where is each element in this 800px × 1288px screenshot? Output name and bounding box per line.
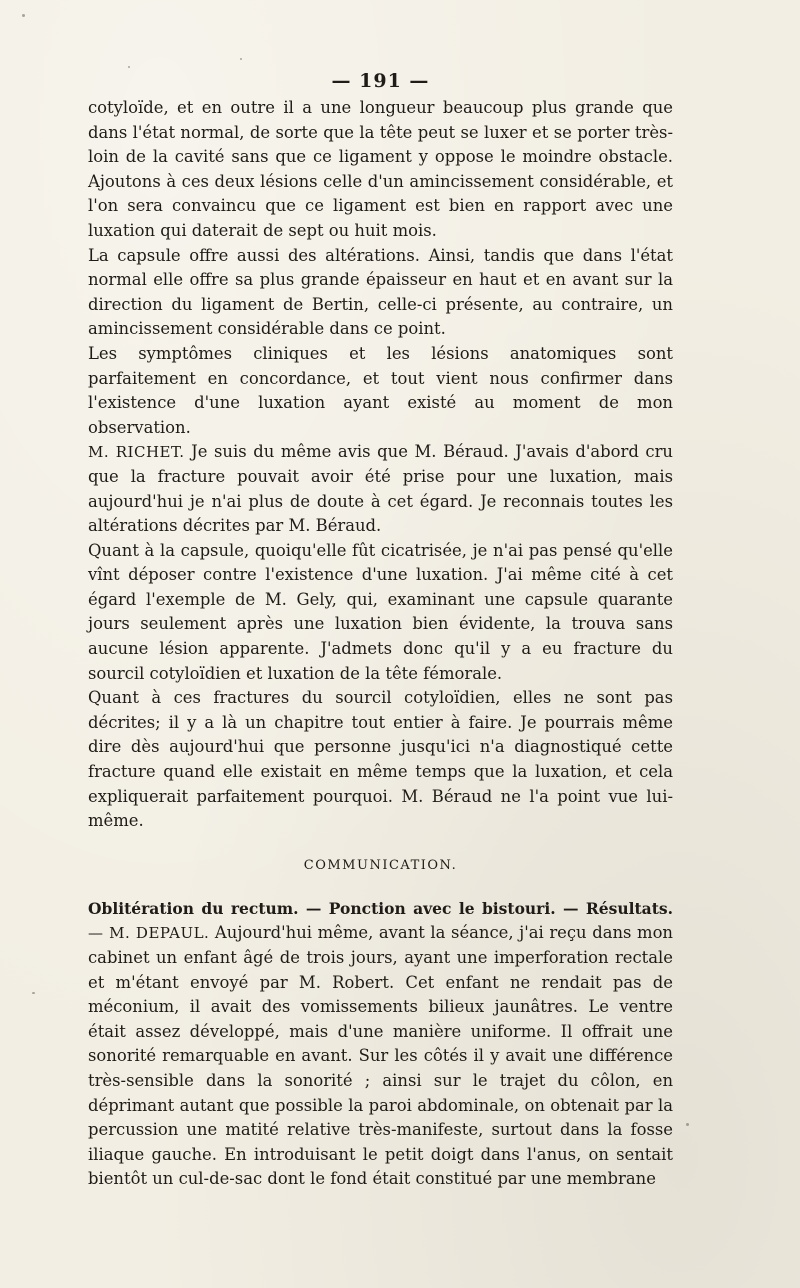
paper-speck: [22, 14, 25, 17]
richet-text: Je suis du même avis que M. Béraud. J'avais d'abord cru que la fracture pouvait avoir été prise pour une luxation, mais aujourd'hui je n'ai plus de doute à cet égard. Je reconnais toutes les altérations décrites par M. Béraud.: [88, 442, 673, 536]
paper-speck: [686, 1123, 689, 1126]
page-content: [88, 70, 673, 1192]
paragraph: Quant à la capsule, quoiqu'elle fût cicatrisée, je n'ai pas pensé qu'elle vînt déposer contre l'existence d'une luxation. J'ai même cité à cet égard l'exemple de M. Gely, qui, examinant une capsule quarante jours seulement après une luxation bien évidente, la trouva sans aucune lésion apparente. J'admets donc qu'il y a eu fracture du sourcil cotyloïdien et luxation de la tête fémorale.: [88, 540, 673, 683]
richet-paragraph: [88, 440, 673, 538]
communication-title: Oblitération du rectum. — Ponction avec le bistouri. — Résultats.: [88, 898, 673, 918]
paragraph: La capsule offre aussi des altérations. Ainsi, tandis que dans l'état normal elle offre sa plus grande épaisseur en haut et en avant sur la direction du ligament de Bertin, celle-ci présente, au contraire, un amincissement considérable dans ce point.: [88, 245, 673, 339]
paragraph: Les symptômes cliniques et les lésions anatomiques sont parfaitement en concordance, et tout vient nous confirmer dans l'existence d'une luxation ayant existé au moment de mon observation.: [88, 343, 673, 437]
speaker-name: — M. DEPAUL.: [88, 924, 210, 943]
page-number: — 191 —: [331, 70, 430, 92]
paper-speck: [240, 58, 242, 60]
paragraph: Quant à ces fractures du sourcil cotyloïdien, elles ne sont pas décrites; il y a là un chapitre tout entier à faire. Je pourrais même dire dès aujourd'hui que personne jusqu'ici n'a diagnostiqué cette fracture quand elle existait en même temps que la luxation, et cela expliquerait parfaitement pourquoi. M. Béraud ne l'a point vue lui-même.: [88, 688, 673, 831]
communication-paragraph: [88, 897, 673, 1192]
section-heading: COMMUNICATION.: [303, 857, 458, 873]
speaker-name: M. RICHET.: [88, 443, 185, 462]
paragraph: cotyloïde, et en outre il a une longueur beaucoup plus grande que dans l'état normal, de sorte que la tête peut se luxer et se porter très-loin de la cavité sans que ce ligament y oppose le moindre obstacle. Ajoutons à ces deux lésions celle d'un amincissement considérable, et l'on sera convaincu que ce ligament est bien en rapport avec une luxation qui daterait de sept ou huit mois.: [88, 98, 673, 240]
paper-speck: [128, 66, 130, 68]
communication-text: Aujourd'hui même, avant la séance, j'ai reçu dans mon cabinet un enfant âgé de trois jours, ayant une imperforation rectale et m'étant envoyé par M. Robert. Cet enfant ne rendait pas de méconium, il avait des vomissements bilieux jaunâtres. Le ventre était assez développé, mais d'une manière uniforme. Il offrait une sonorité remarquable en avant. Sur les côtés il y avait une différence très-sensible dans la sonorité ; ainsi sur le trajet du côlon, en déprimant autant que possible la paroi abdominale, on obtenait par la percussion une matité relative très-manifeste, surtout dans la fosse iliaque gauche. En introduisant le petit doigt dans l'anus, on sentait bientôt un cul-de-sac dont le fond était constitué par une membrane: [88, 923, 673, 1189]
paper-speck: [32, 992, 35, 994]
